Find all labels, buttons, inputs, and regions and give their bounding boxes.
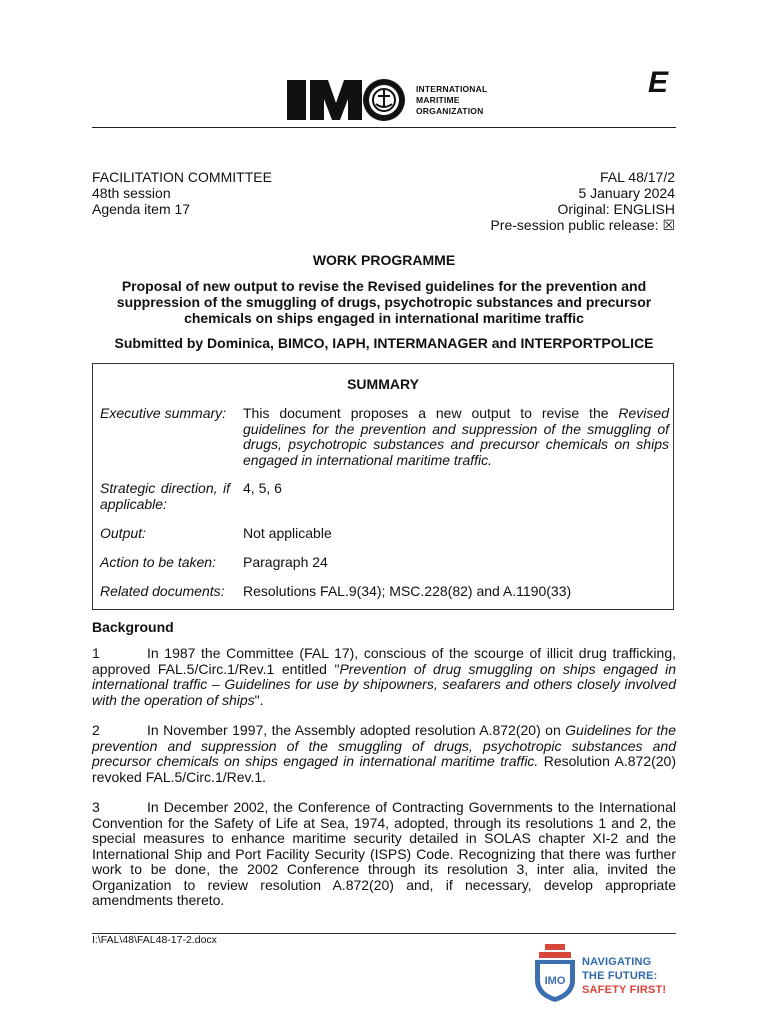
- paragraph-number: 2: [92, 722, 100, 738]
- agenda-item: Agenda item 17: [92, 201, 191, 217]
- meta-left: [92, 169, 272, 217]
- session: 48th session: [92, 185, 171, 201]
- summary-value: Not applicable: [243, 525, 332, 541]
- public-release: Pre-session public release: ☒: [490, 217, 675, 233]
- org-name: INTERNATIONAL MARITIME ORGANIZATION: [416, 83, 488, 116]
- summary-label: Action to be taken:: [100, 554, 216, 570]
- file-path: I:\FAL\48\FAL48-17-2.docx: [92, 934, 217, 946]
- summary-label: Related documents:: [100, 583, 225, 599]
- summary-value: Resolutions FAL.9(34); MSC.228(82) and A.1190(33): [243, 583, 572, 599]
- paragraph: 2 In November 1997, the Assembly adopted resolution A.872(20) on Guidelines for the prevention and suppression of the smuggling of drugs, psychotropic substances and precursor chemicals on ships engaged in international maritime traffic. Resolution A.872(20) revoked FAL.5/Circ.1/Rev.1.: [92, 722, 676, 785]
- language-mark: E: [647, 66, 668, 99]
- summary-label: Strategic direction, if applicable:: [100, 480, 230, 512]
- meta-right: [490, 169, 675, 233]
- summary-value: 4, 5, 6: [243, 480, 282, 496]
- doc-date: 5 January 2024: [578, 185, 675, 201]
- document-subject: Proposal of new output to revise the Revised guidelines for the prevention and suppression of the smuggling of drugs, psychotropic substances and precursor chemicals on ships engaged in international maritime traffic: [116, 278, 652, 326]
- safety-shield-icon: [531, 942, 579, 1004]
- paragraph-number: 1: [92, 645, 100, 661]
- imo-wordmark-icon: [276, 77, 410, 123]
- summary-label: Executive summary:: [100, 405, 227, 421]
- badge-label: IMO: [544, 975, 566, 987]
- summary-box: [92, 363, 674, 610]
- submitted-by: Submitted by Dominica, BIMCO, IAPH, INTERMANAGER and INTERPORTPOLICE: [114, 335, 654, 351]
- paragraph: 3 In December 2002, the Conference of Contracting Governments to the International Convention for the Safety of Life at Sea, 1974, adopted, through its resolutions 1 and 2, the special measures to enhance maritime security detailed in SOLAS chapter XI-2 and the International Ship and Port Facility Security (ISPS) Code. Recognizing that there was further work to be done, the 2002 Conference through its resolution 3, inter alia, invited the Organization to review resolution A.872(20) and, if necessary, develop appropriate amendments thereto.: [92, 799, 676, 908]
- original-language: Original: ENGLISH: [557, 201, 675, 217]
- committee-name: FACILITATION COMMITTEE: [92, 169, 272, 185]
- doc-symbol: FAL 48/17/2: [600, 169, 675, 185]
- paragraph-number: 3: [92, 799, 100, 815]
- section-heading: WORK PROGRAMME: [312, 252, 456, 268]
- slogan: NAVIGATING THE FUTURE: SAFETY FIRST!: [582, 956, 667, 996]
- summary-title: SUMMARY: [347, 376, 419, 392]
- summary-value: Paragraph 24: [243, 554, 328, 570]
- paragraph: 1 In 1987 the Committee (FAL 17), conscious of the scourge of illicit drug trafficking, approved FAL.5/Circ.1/Rev.1 entitled "Prevention of drug smuggling on ships engaged in international traffic – Guidelines for use by shipowners, seafarers and others closely involved with the operation of ships".: [92, 645, 676, 708]
- header-divider: [92, 127, 676, 128]
- summary-value: This document proposes a new output to revise the Revised guidelines for the prevention and suppression of the smuggling of drugs, psychotropic substances and precursor chemicals on ships engaged in international maritime traffic.: [243, 405, 669, 468]
- summary-label: Output:: [100, 525, 146, 541]
- imo-logo: [276, 72, 516, 128]
- background-heading: Background: [92, 619, 174, 635]
